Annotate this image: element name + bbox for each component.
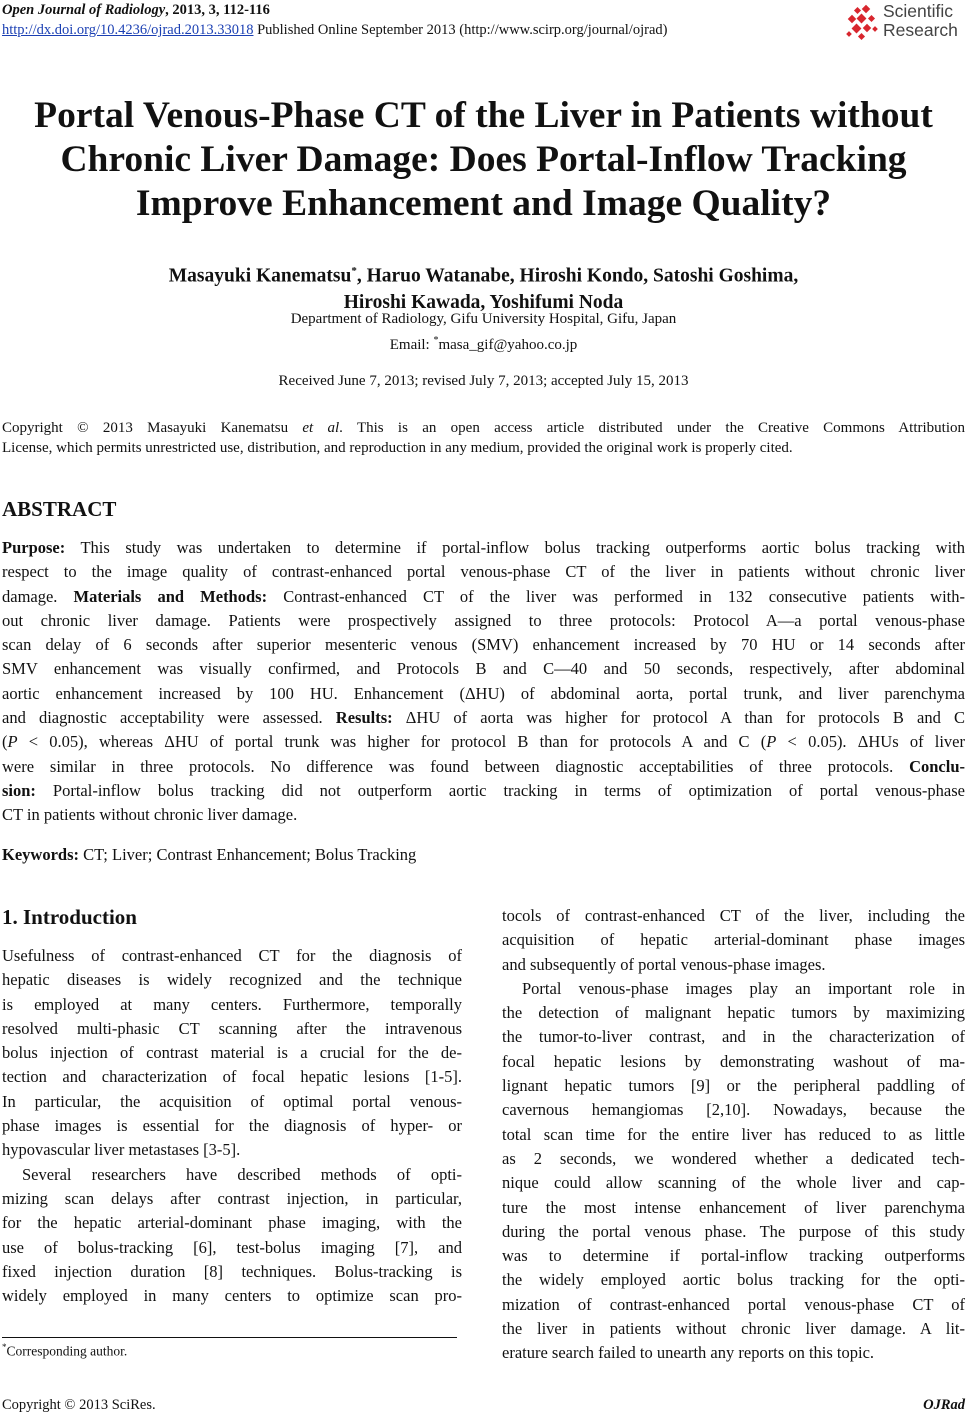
body-line: the liver in patients without chronic liver damage. A lit- <box>502 1319 965 1339</box>
footnote-mark: * <box>2 1342 7 1352</box>
abstract-line: CT in patients without chronic liver damage. <box>2 805 298 825</box>
email-mark: * <box>433 335 439 346</box>
author-list <box>0 258 967 316</box>
email-line <box>0 330 967 356</box>
abstract-line <box>2 755 965 779</box>
corresponding-mark: * <box>351 265 357 277</box>
body-line: as 2 seconds, we wondered whether a dedicated tech- <box>502 1148 965 1168</box>
copyright-line-1 <box>2 418 965 438</box>
page-header <box>2 2 965 48</box>
conclusion-label-cont: sion: <box>2 780 36 800</box>
abstract-text: < 0.05). ΔHUs of liver <box>776 732 965 752</box>
author-line-2: Hiroshi Kawada, Yoshifumi Noda <box>343 291 624 313</box>
body-line: erature search failed to unearth any reports on this topic. <box>502 1343 875 1363</box>
title-line-1: Portal Venous-Phase CT of the Liver in Patients without <box>34 95 933 136</box>
body-line: widely employed in many centers to optimize scan pro- <box>2 1286 462 1306</box>
body-line: mization of contrast-enhanced portal venous-phase CT of <box>502 1294 965 1314</box>
abstract-line <box>2 706 965 730</box>
conclusion-label: Conclu- <box>909 756 965 776</box>
body-line: tocols of contrast-enhanced CT of the liver, including the <box>502 906 965 925</box>
et-al: et al <box>302 420 340 436</box>
published-text: Published Online September 2013 (http://www.scirp.org/journal/ojrad) <box>253 22 668 38</box>
logo-line-1: Scientific <box>883 1 954 21</box>
author-names: , Haruo Watanabe, Hiroshi Kondo, Satoshi Goshima, <box>356 265 799 287</box>
body-line: total scan time for the entire liver has reduced to as little <box>502 1124 965 1144</box>
author-name: Masayuki Kanematsu <box>168 265 352 287</box>
footer-journal-abbrev: OJRad <box>923 1397 965 1413</box>
journal-citation <box>2 2 270 19</box>
body-line: the widely employed aortic bolus tracking for the opti- <box>502 1270 965 1290</box>
keywords <box>2 845 416 865</box>
body-line: fixed injection duration [8] techniques. Bolus-tracking is <box>2 1261 462 1281</box>
abstract-text: ΔHU of aorta was higher for protocol A than for protocols B and C <box>392 708 965 728</box>
right-column <box>502 904 965 1366</box>
abstract-line <box>2 585 965 609</box>
body-line: during the portal venous phase. The purpose of this study <box>502 1221 965 1241</box>
abstract-text: ( <box>2 732 8 752</box>
abstract-text: and diagnostic acceptability were assessed. <box>2 708 336 728</box>
author-line-1 <box>0 258 967 290</box>
body-line: was to determine if portal-inflow tracking outperforms <box>502 1246 965 1266</box>
journal-name: Open Journal of Radiology <box>2 2 166 18</box>
body-line: for the hepatic arterial-dominant phase imaging, with the <box>2 1213 462 1233</box>
body-line: use of bolus-tracking [6], test-bolus imaging [7], and <box>2 1237 462 1257</box>
abstract-line <box>2 779 965 803</box>
abstract-line <box>2 730 965 754</box>
keywords-label: Keywords: <box>2 845 79 864</box>
body-line: hepatic diseases is widely recognized and the technique <box>2 970 462 990</box>
body-line: and subsequently of portal venous-phase images. <box>502 954 826 974</box>
p-symbol: P <box>766 732 777 752</box>
abstract-line: aortic enhancement increased by 100 HU. Enhancement (ΔHU) of abdominal aorta, portal trunk, and liver parenchyma <box>2 683 965 703</box>
left-column <box>2 944 462 1308</box>
article-title <box>0 94 967 226</box>
copyright-text: Copyright © 2013 Masayuki Kanematsu <box>2 420 303 436</box>
footer-copyright: Copyright © 2013 SciRes. <box>2 1397 156 1413</box>
body-line: ture the most intense enhancement of liver parenchyma <box>502 1197 965 1217</box>
body-line: Several researchers have described methods of opti- <box>22 1164 462 1184</box>
journal-issue: , 2013, 3, 112-116 <box>165 2 270 18</box>
abstract-heading: ABSTRACT <box>2 497 117 521</box>
body-line: acquisition of hepatic arterial-dominant phase images <box>502 930 965 950</box>
body-line: resolved multi-phasic CT scanning after the intravenous <box>2 1018 462 1038</box>
body-line: phase images is essential for the diagnosis of hyper- or <box>2 1116 462 1136</box>
title-line-2: Chronic Liver Damage: Does Portal-Inflow Tracking <box>60 139 907 180</box>
affiliation-block <box>0 309 967 356</box>
doi-line <box>2 22 667 39</box>
abstract-text: were similar in three protocols. No difference was found between diagnostic acceptabilities of three protocols. <box>2 756 910 776</box>
copyright-line-2: License, which permits unrestricted use, distribution, and reproduction in any medium, provided the original work is properly cited. <box>2 440 793 456</box>
body-line: focal hepatic lesions by demonstrating washout of ma- <box>502 1051 965 1071</box>
abstract-line: scan delay of 6 seconds after superior mesenteric venous (SMV) enhancement increased by 70 HU or 14 seconds after <box>2 635 965 655</box>
abstract-text: Portal-inflow bolus tracking did not outperform aortic tracking in terms of optimization of portal venous-phase <box>35 780 965 800</box>
scirp-logo <box>845 2 965 44</box>
keywords-text: CT; Liver; Contrast Enhancement; Bolus Tracking <box>79 845 417 864</box>
abstract-text: This study was undertaken to determine if portal-inflow bolus tracking outperforms aortic bolus tracking with <box>65 538 965 557</box>
body-line: is employed at many centers. Furthermore, temporally <box>2 994 462 1014</box>
body-line: the tumor-to-liver contrast, and in the characterization of <box>502 1027 965 1047</box>
footnote-rule <box>2 1337 457 1338</box>
received-dates: Received June 7, 2013; revised July 7, 2013; accepted July 15, 2013 <box>278 373 689 389</box>
body-line: mizing scan delays after contrast injection, in particular, <box>2 1188 462 1208</box>
footnote <box>2 1342 127 1360</box>
body-line: the detection of malignant hepatic tumors by maximizing <box>502 1003 965 1023</box>
logo-wordmark <box>883 2 958 40</box>
affiliation: Department of Radiology, Gifu University Hospital, Gifu, Japan <box>290 311 677 327</box>
doi-link[interactable]: http://dx.doi.org/10.4236/ojrad.2013.33018 <box>2 22 254 38</box>
body-line: lignant hepatic tumors [9] or the peripheral paddling of <box>502 1076 965 1096</box>
copyright-text-cont: . This is an open access article distributed under the Creative Commons Attribution <box>339 420 965 436</box>
methods-label: Materials and Methods: <box>73 586 268 606</box>
abstract-text: Contrast-enhanced CT of the liver was performed in 132 consecutive patients with- <box>267 586 966 606</box>
body-line: Usefulness of contrast-enhanced CT for the diagnosis of <box>2 946 462 965</box>
copyright-notice <box>2 418 965 458</box>
purpose-label: Purpose: <box>2 538 66 557</box>
body-line: Portal venous-phase images play an important role in <box>522 978 965 998</box>
body-line: tection and characterization of focal hepatic lesions [1-5]. <box>2 1067 462 1087</box>
abstract-line: respect to the image quality of contrast-enhanced portal venous-phase CT of the liver in patients without chronic liver <box>2 562 965 582</box>
logo-line-2: Research <box>883 20 958 40</box>
abstract-text: < 0.05), whereas ΔHU of portal trunk was higher for protocol B than for protocols A and C ( <box>17 732 767 752</box>
abstract-line <box>2 536 965 560</box>
body-line: bolus injection of contrast material is a crucial for the de- <box>2 1043 462 1063</box>
section-heading: 1. Introduction <box>2 905 137 929</box>
body-line: hypovascular liver metastases [3-5]. <box>2 1140 241 1160</box>
title-line-3: Improve Enhancement and Image Quality? <box>135 183 832 224</box>
abstract-line: SMV enhancement was visually confirmed, and Protocols B and C—40 and 50 seconds, respectively, after abdominal <box>2 659 965 679</box>
results-label: Results: <box>335 708 393 728</box>
abstract-text: damage. <box>2 586 74 606</box>
abstract-line: out chronic liver damage. Patients were prospectively assigned to three protocols: Protocol A—a portal venous-phase <box>2 610 965 630</box>
body-line: cavernous hemangiomas [2,10]. Nowadays, because the <box>502 1100 965 1120</box>
email-address[interactable]: masa_gif@yahoo.co.jp <box>438 337 578 353</box>
email-label: Email: <box>389 337 434 353</box>
body-line: nique could allow scanning of the whole liver and cap- <box>502 1173 965 1193</box>
p-symbol: P <box>7 732 18 752</box>
scirp-logo-icon <box>845 4 881 42</box>
body-line: In particular, the acquisition of optimal portal venous- <box>2 1091 462 1111</box>
footnote-text: Corresponding author. <box>6 1343 128 1359</box>
abstract-body <box>2 536 965 828</box>
